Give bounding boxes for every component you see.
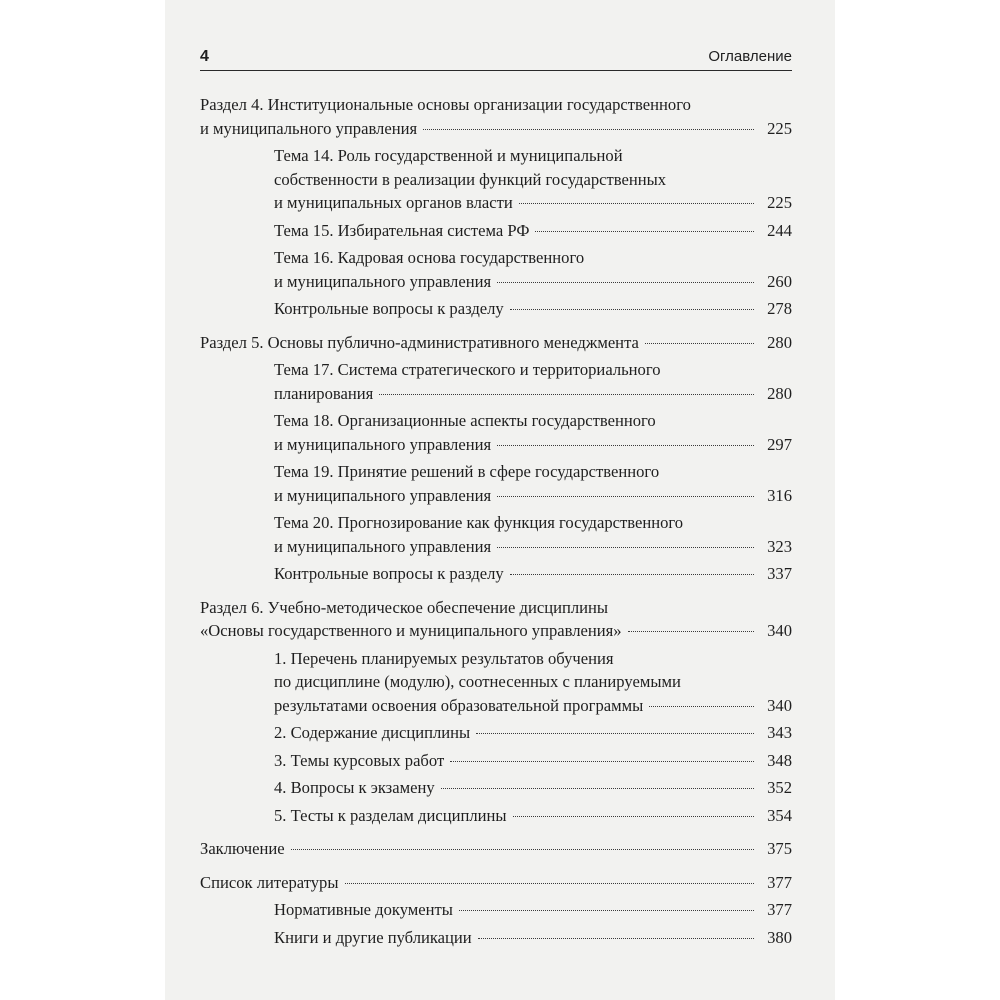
toc-page-number: 375 [767,839,792,858]
toc-entry-last-line [274,804,792,828]
toc-entry-text: и муниципальных органов власти [274,193,513,212]
toc-entry-text: Тема 14. Роль государственной и муниципальной [274,146,623,165]
toc-entry-last-line [274,562,792,586]
dot-leader [645,343,754,344]
dot-leader [441,788,754,789]
toc-page-number: 343 [767,723,792,742]
dot-leader [510,309,754,310]
page-number: 4 [200,48,209,65]
toc-entry-last-line [200,331,792,355]
dot-leader [291,849,754,850]
toc-entry-text: Тема 15. Избирательная система РФ [274,220,530,240]
table-of-contents [200,93,792,949]
toc-entry [200,898,792,922]
toc-entry-text: собственности в реализации функций государственных [274,169,667,189]
toc-entry [200,144,792,215]
toc-entry [200,926,792,950]
toc-entry-text: планирования [274,383,374,403]
toc-entry-last-line [274,433,792,457]
toc-entry [200,219,792,243]
toc-page-number: 260 [767,271,792,291]
toc-entry-text: «Основы государственного и муниципального управления» [200,621,622,640]
toc-page-number: 352 [767,778,792,797]
toc-page-number: 323 [767,536,792,556]
toc-entry-last-line [200,871,792,895]
toc-entry [200,409,792,456]
header-divider [200,70,792,71]
toc-entry-text: 3. Темы курсовых работ [274,750,445,770]
toc-entry-text: Книги и другие публикации [274,927,472,947]
toc-entry-text: и муниципального управления [274,485,492,505]
toc-page-number: 377 [767,900,792,919]
toc-entry [200,596,792,643]
toc-entry-text: Контрольные вопросы к разделу [274,299,504,318]
toc-page-number: 348 [767,750,792,770]
toc-entry-last-line [274,270,792,294]
toc-entry-text: Тема 18. Организационные аспекты государственного [274,411,656,430]
toc-entry-text: и муниципального управления [274,271,492,291]
dot-leader [510,574,754,575]
toc-entry-text: Раздел 6. Учебно-методическое обеспечение дисциплины [200,597,609,617]
toc-entry [200,460,792,507]
toc-entry-last-line [274,484,792,508]
toc-page-number: 380 [767,927,792,947]
toc-entry-last-line [274,776,792,800]
toc-page-number: 297 [767,434,792,454]
toc-page-number: 225 [767,193,792,212]
toc-page-number: 280 [767,332,792,352]
dot-leader [379,394,754,395]
toc-entry-text: Тема 20. Прогнозирование как функция государственного [274,513,684,532]
toc-entry-last-line [200,117,792,141]
dot-leader [476,733,754,734]
toc-entry [200,837,792,861]
toc-entry-text: Тема 17. Система стратегического и территориального [274,360,661,379]
toc-entry [200,511,792,558]
dot-leader [497,496,754,497]
toc-entry-text: Список литературы [200,872,339,892]
toc-entry [200,804,792,828]
toc-entry-text: и муниципального управления [274,434,492,454]
toc-entry-text: Тема 16. Кадровая основа государственного [274,248,585,267]
toc-entry [200,297,792,321]
dot-leader [459,910,754,911]
toc-entry [200,331,792,355]
toc-entry-last-line [274,191,792,215]
toc-entry-last-line [274,721,792,745]
toc-entry-last-line [274,297,792,321]
dot-leader [423,129,754,130]
dot-leader [513,816,754,817]
toc-entry [200,776,792,800]
toc-entry [200,246,792,293]
page-header [200,48,792,70]
toc-entry [200,93,792,140]
dot-leader [497,547,754,548]
toc-entry-text: Тема 19. Принятие решений в сфере государственного [274,462,660,481]
toc-entry-last-line [274,382,792,406]
toc-page-number: 340 [767,621,792,640]
dot-leader [649,706,754,707]
toc-entry [200,647,792,718]
toc-page-number: 244 [767,220,792,240]
toc-entry-text: 5. Тесты к разделам дисциплины [274,805,507,825]
toc-entry [200,721,792,745]
toc-page-number: 316 [767,485,792,505]
toc-entry [200,749,792,773]
dot-leader [535,231,754,232]
toc-entry-text: Раздел 5. Основы публично-административного менеджмента [200,332,639,352]
toc-page-number: 377 [767,872,792,892]
dot-leader [345,883,755,884]
toc-page-number: 337 [767,564,792,583]
dot-leader [497,445,754,446]
toc-entry-text: и муниципального управления [200,118,418,138]
toc-entry-last-line [274,535,792,559]
dot-leader [519,203,754,204]
toc-entry-last-line [274,749,792,773]
dot-leader [497,282,754,283]
dot-leader [450,761,754,762]
toc-entry-text: 1. Перечень планируемых результатов обучения [274,648,614,668]
toc-entry-text: 4. Вопросы к экзамену [274,778,435,797]
toc-entry [200,562,792,586]
toc-entry-last-line [274,898,792,922]
toc-entry-last-line [200,619,792,643]
toc-entry-text: 2. Содержание дисциплины [274,723,471,742]
toc-page-number: 340 [767,695,792,715]
toc-entry-text: Нормативные документы [274,900,453,919]
toc-entry-text: результатами освоения образовательной программы [274,695,644,715]
toc-entry [200,871,792,895]
running-title: Оглавление [708,48,792,65]
toc-entry-text: Заключение [200,839,285,858]
toc-page-number: 225 [767,118,792,138]
toc-entry-text: по дисциплине (модулю), соотнесенных с планируемыми [274,672,681,691]
toc-entry-last-line [274,926,792,950]
toc-entry-text: и муниципального управления [274,536,492,556]
toc-entry-last-line [200,837,792,861]
toc-entry-last-line [274,694,792,718]
toc-entry [200,358,792,405]
toc-page-number: 280 [767,383,792,403]
dot-leader [628,631,754,632]
toc-entry-text: Раздел 4. Институциональные основы организации государственного [200,95,691,114]
toc-page-number: 354 [767,805,792,825]
toc-page-number: 278 [767,299,792,318]
dot-leader [478,938,754,939]
toc-entry-text: Контрольные вопросы к разделу [274,564,504,583]
toc-entry-last-line [274,219,792,243]
